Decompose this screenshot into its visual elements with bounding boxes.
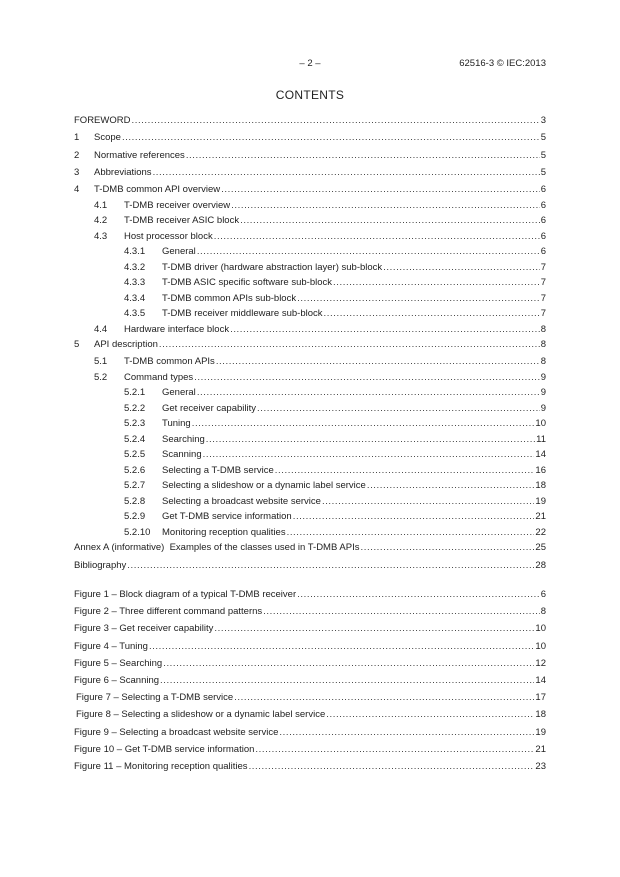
leader-dots bbox=[206, 432, 535, 448]
figure-entry-title: Figure 8 – Selecting a slideshow or a dynamic label service bbox=[76, 709, 326, 721]
toc-entry-page: 14 bbox=[535, 449, 546, 461]
leader-dots bbox=[231, 198, 540, 214]
toc-entry-page: 22 bbox=[535, 526, 546, 538]
toc-entry-title: Searching bbox=[162, 433, 205, 445]
toc-entry-number: 5.2.9 bbox=[124, 511, 146, 523]
leader-dots bbox=[275, 463, 535, 479]
toc-entry-4-4[interactable] bbox=[74, 322, 546, 338]
page-header bbox=[74, 58, 546, 72]
toc-entry-number: 4.3.3 bbox=[124, 277, 146, 289]
toc-entry-2[interactable] bbox=[74, 148, 546, 164]
figure-entry-page: 23 bbox=[535, 760, 546, 772]
toc-entry-title: Scope bbox=[94, 132, 121, 144]
toc-entry-title: Get T-DMB service information bbox=[162, 511, 292, 523]
figure-entry-page: 19 bbox=[535, 726, 546, 738]
leader-dots bbox=[197, 385, 540, 401]
leader-dots bbox=[279, 724, 534, 741]
toc-entry-page: 5 bbox=[540, 149, 546, 161]
toc-entry-number: 5.2.5 bbox=[124, 449, 146, 461]
figure-entry-page: 14 bbox=[535, 674, 546, 686]
leader-dots bbox=[293, 509, 535, 525]
toc-entry-4-1[interactable] bbox=[74, 198, 546, 214]
toc-entry-number: 2 bbox=[74, 149, 80, 161]
leader-dots bbox=[360, 540, 534, 556]
toc-entry-page: 8 bbox=[540, 356, 546, 368]
page-number: – 2 – bbox=[299, 58, 321, 69]
toc-entry-4-3[interactable] bbox=[74, 229, 546, 245]
leader-dots bbox=[324, 306, 540, 322]
toc-entry-5-2-1[interactable] bbox=[74, 385, 546, 401]
toc-entry-4-2[interactable] bbox=[74, 213, 546, 229]
toc-entry-number: 1 bbox=[74, 132, 80, 144]
toc-entry-5-2[interactable] bbox=[74, 370, 546, 386]
leader-dots bbox=[214, 620, 534, 637]
document-reference: 62516-3 © IEC:2013 bbox=[459, 58, 546, 69]
toc-entry-page: 6 bbox=[540, 199, 546, 211]
toc-entry-number: 4.3 bbox=[94, 230, 108, 242]
toc-entry-title: FOREWORD bbox=[74, 115, 131, 126]
toc-entry-number: 5.2.1 bbox=[124, 387, 146, 399]
toc-entry-page: 11 bbox=[536, 433, 546, 445]
figure-entry-title: Figure 10 – Get T-DMB service information bbox=[74, 743, 255, 755]
toc-entry-4-3-3[interactable] bbox=[74, 275, 546, 291]
figure-entry-page: 10 bbox=[535, 640, 546, 652]
toc-entry-number: 4.3.1 bbox=[124, 246, 146, 258]
toc-entry-page: 7 bbox=[540, 308, 546, 320]
toc-entry-number: 4.1 bbox=[94, 199, 108, 211]
toc-entry-page: 28 bbox=[535, 559, 546, 571]
toc-entry-page: 10 bbox=[535, 418, 546, 430]
toc-entry-4-3-2[interactable] bbox=[74, 260, 546, 276]
toc-entry-page: 8 bbox=[540, 339, 546, 351]
toc-entry-page: 9 bbox=[540, 371, 546, 383]
figure-entry-8[interactable] bbox=[74, 706, 546, 723]
toc-entry-title: Selecting a T-DMB service bbox=[162, 464, 274, 476]
toc-entry-title: Hardware interface block bbox=[124, 323, 230, 335]
leader-dots bbox=[257, 401, 540, 417]
figure-entry-2[interactable] bbox=[74, 603, 546, 620]
toc-entry-title: T-DMB common API overview bbox=[94, 184, 221, 196]
toc-entry-number: 4.3.2 bbox=[124, 261, 146, 273]
leader-dots bbox=[214, 229, 540, 245]
toc-entry-page: 9 bbox=[540, 387, 546, 399]
toc-entry-title: Monitoring reception qualities bbox=[162, 526, 286, 538]
figure-entry-title: Figure 2 – Three different command patterns bbox=[74, 606, 263, 618]
toc-entry-page: 6 bbox=[540, 215, 546, 227]
toc-entry-number: 5.2.10 bbox=[124, 526, 151, 538]
toc-entry-5-2-10[interactable] bbox=[74, 525, 546, 541]
toc-entry-number: 4.3.5 bbox=[124, 308, 146, 320]
toc-entry-title: General bbox=[162, 246, 196, 258]
figure-entry-11[interactable] bbox=[74, 758, 546, 775]
leader-dots bbox=[149, 638, 534, 655]
toc-entry-1[interactable] bbox=[74, 130, 546, 146]
toc-entry-number: 5.2 bbox=[94, 371, 108, 383]
figure-entry-10[interactable] bbox=[74, 741, 546, 758]
leader-dots bbox=[127, 558, 534, 574]
toc-entry-5-1[interactable] bbox=[74, 354, 546, 370]
list-of-figures bbox=[74, 586, 546, 775]
toc-entry-title: Selecting a slideshow or a dynamic label service bbox=[162, 480, 366, 492]
toc-entry-3[interactable] bbox=[74, 165, 546, 181]
toc-entry-page: 5 bbox=[540, 132, 546, 144]
toc-entry-page: 7 bbox=[540, 277, 546, 289]
figure-entry-3[interactable] bbox=[74, 620, 546, 637]
toc-entry-number: 5.2.2 bbox=[124, 402, 146, 414]
toc-entry-page: 6 bbox=[540, 184, 546, 196]
leader-dots bbox=[240, 213, 540, 229]
toc-entry-5-2-2[interactable] bbox=[74, 401, 546, 417]
leader-dots bbox=[297, 291, 540, 307]
toc-entry-5-2-9[interactable] bbox=[74, 509, 546, 525]
leader-dots bbox=[159, 337, 540, 353]
toc-entry-title: Bibliography bbox=[74, 559, 127, 571]
figure-entry-title: Figure 7 – Selecting a T-DMB service bbox=[76, 692, 234, 704]
toc-entry-number: 4.3.4 bbox=[124, 292, 146, 304]
toc-entry-page: 19 bbox=[535, 495, 546, 507]
toc-entry-5[interactable] bbox=[74, 337, 546, 353]
toc-entry-page: 18 bbox=[535, 480, 546, 492]
leader-dots bbox=[186, 148, 540, 164]
figure-entry-title: Figure 4 – Tuning bbox=[74, 640, 148, 652]
toc-entry-title: Tuning bbox=[162, 418, 191, 430]
toc-entry-annex-a[interactable] bbox=[74, 540, 546, 556]
toc-entry-4-3-5[interactable] bbox=[74, 306, 546, 322]
toc-entry-number: 4.4 bbox=[94, 323, 108, 335]
toc-entry-title: General bbox=[162, 387, 196, 399]
toc-entry-page: 7 bbox=[540, 261, 546, 273]
toc-entry-number: 5.2.4 bbox=[124, 433, 146, 445]
toc-entry-5-2-5[interactable] bbox=[74, 447, 546, 463]
toc-entry-4-3-1[interactable] bbox=[74, 244, 546, 260]
toc-entry-title: Scanning bbox=[162, 449, 202, 461]
leader-dots bbox=[192, 416, 535, 432]
toc-entry-title: Selecting a broadcast website service bbox=[162, 495, 321, 507]
toc-entry-title: API description bbox=[94, 339, 158, 351]
toc-entry-number: 5.2.6 bbox=[124, 464, 146, 476]
figure-entry-title: Figure 11 – Monitoring reception qualities bbox=[74, 760, 248, 772]
toc-entry-title: T-DMB receiver overview bbox=[124, 199, 231, 211]
figure-entry-page: 12 bbox=[535, 657, 546, 669]
leader-dots bbox=[153, 165, 540, 181]
leader-dots bbox=[287, 525, 535, 541]
figure-entry-title: Figure 5 – Searching bbox=[74, 657, 163, 669]
leader-dots bbox=[333, 275, 540, 291]
leader-dots bbox=[383, 260, 540, 276]
figure-entry-4[interactable] bbox=[74, 638, 546, 655]
page-title: CONTENTS bbox=[275, 88, 345, 102]
toc-entry-page: 9 bbox=[540, 402, 546, 414]
figure-entry-page: 6 bbox=[540, 589, 546, 600]
toc-entry-number: 4.2 bbox=[94, 215, 108, 227]
table-of-contents bbox=[74, 113, 546, 573]
toc-entry-5-2-4[interactable] bbox=[74, 432, 546, 448]
leader-dots bbox=[197, 244, 540, 260]
toc-entry-number: 5.2.8 bbox=[124, 495, 146, 507]
figure-entry-title: Figure 1 – Block diagram of a typical T-DMB receiver bbox=[74, 589, 297, 600]
toc-entry-title: T-DMB common APIs bbox=[124, 356, 215, 368]
toc-entry-5-2-6[interactable] bbox=[74, 463, 546, 479]
toc-entry-page: 6 bbox=[540, 246, 546, 258]
leader-dots bbox=[122, 130, 540, 146]
toc-entry-number: 5.1 bbox=[94, 356, 108, 368]
toc-entry-title: T-DMB common APIs sub-block bbox=[162, 292, 297, 304]
toc-entry-page: 7 bbox=[540, 292, 546, 304]
leader-dots bbox=[263, 603, 540, 620]
leader-dots bbox=[203, 447, 535, 463]
toc-entry-number: 3 bbox=[74, 166, 80, 178]
leader-dots bbox=[230, 322, 540, 338]
toc-entry-title: Normative references bbox=[94, 149, 185, 161]
toc-entry-title: Abbreviations bbox=[94, 166, 152, 178]
leader-dots bbox=[216, 354, 540, 370]
toc-entry-title: T-DMB receiver middleware sub-block bbox=[162, 308, 323, 320]
leader-dots bbox=[221, 182, 540, 198]
figure-entry-1[interactable] bbox=[74, 586, 546, 603]
toc-entry-4[interactable] bbox=[74, 182, 546, 198]
figure-entry-page: 21 bbox=[535, 743, 546, 755]
leader-dots bbox=[131, 113, 539, 129]
toc-entry-bibliography[interactable] bbox=[74, 558, 546, 574]
toc-entry-5-2-7[interactable] bbox=[74, 478, 546, 494]
toc-entry-page: 16 bbox=[535, 464, 546, 476]
leader-dots bbox=[297, 586, 540, 603]
toc-entry-title: T-DMB ASIC specific software sub-block bbox=[162, 277, 332, 289]
figure-entry-page: 17 bbox=[535, 692, 546, 704]
toc-entry-4-3-4[interactable] bbox=[74, 291, 546, 307]
leader-dots bbox=[255, 741, 534, 758]
leader-dots bbox=[249, 758, 535, 775]
leader-dots bbox=[367, 478, 535, 494]
figure-entry-title: Figure 3 – Get receiver capability bbox=[74, 623, 214, 635]
toc-entry-title: Command types bbox=[124, 371, 194, 383]
leader-dots bbox=[326, 706, 534, 723]
leader-dots bbox=[194, 370, 540, 386]
toc-entry-5-2-3[interactable] bbox=[74, 416, 546, 432]
toc-entry-title: T-DMB driver (hardware abstraction layer) sub-block bbox=[162, 261, 383, 273]
toc-entry-number: 5.2.3 bbox=[124, 418, 146, 430]
figure-entry-9[interactable] bbox=[74, 724, 546, 741]
figure-entry-page: 10 bbox=[535, 623, 546, 635]
figure-entry-page: 8 bbox=[540, 606, 546, 618]
figure-entry-7[interactable] bbox=[74, 689, 546, 706]
toc-entry-page: 3 bbox=[540, 115, 546, 126]
leader-dots bbox=[322, 494, 534, 510]
toc-entry-page: 25 bbox=[535, 542, 546, 554]
toc-entry-page: 6 bbox=[540, 230, 546, 242]
figure-entry-5[interactable] bbox=[74, 655, 546, 672]
toc-entry-title: T-DMB receiver ASIC block bbox=[124, 215, 240, 227]
leader-dots bbox=[234, 689, 534, 706]
leader-dots bbox=[160, 672, 534, 689]
toc-entry-number: 5.2.7 bbox=[124, 480, 146, 492]
leader-dots bbox=[163, 655, 534, 672]
toc-entry-number: 4 bbox=[74, 184, 80, 196]
figure-entry-title: Figure 6 – Scanning bbox=[74, 674, 160, 686]
toc-entry-page: 5 bbox=[540, 166, 546, 178]
toc-entry-number: 5 bbox=[74, 339, 80, 351]
toc-entry-title: Host processor block bbox=[124, 230, 213, 242]
figure-entry-6[interactable] bbox=[74, 672, 546, 689]
figure-entry-title: Figure 9 – Selecting a broadcast website service bbox=[74, 726, 279, 738]
toc-entry-title: Annex A (informative) Examples of the classes used in T-DMB APIs bbox=[74, 542, 360, 554]
toc-entry-5-2-8[interactable] bbox=[74, 494, 546, 510]
toc-entry-page: 21 bbox=[535, 511, 546, 523]
toc-entry-title: Get receiver capability bbox=[162, 402, 256, 414]
toc-entry-foreword[interactable] bbox=[74, 113, 546, 129]
toc-entry-page: 8 bbox=[540, 323, 546, 335]
figure-entry-page: 18 bbox=[535, 709, 546, 721]
